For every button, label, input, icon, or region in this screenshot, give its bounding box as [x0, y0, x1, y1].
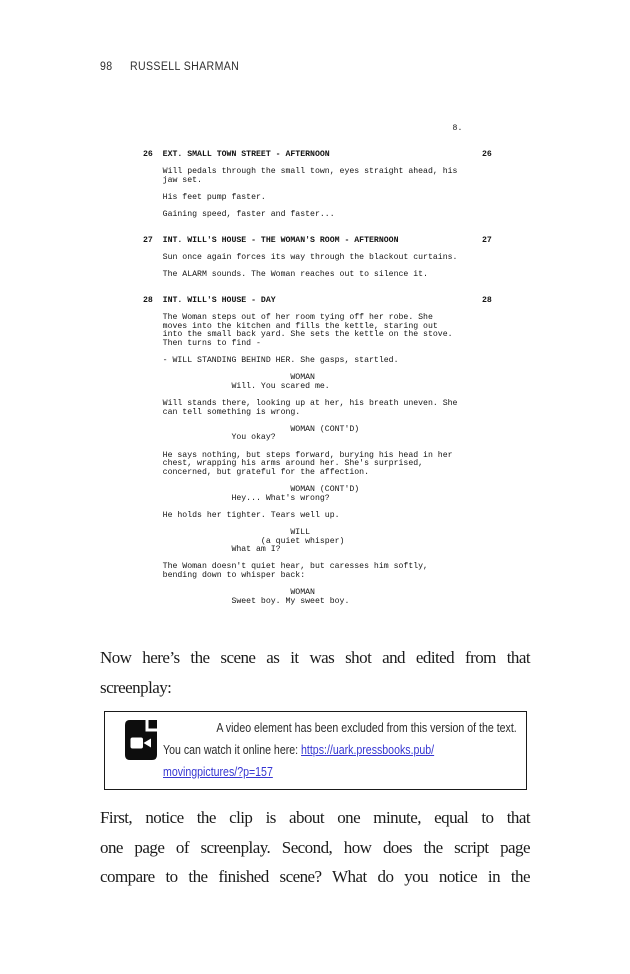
page-number: 98: [100, 61, 113, 73]
paragraph-line: First, notice the clip is about one minute, equal to that: [100, 808, 530, 827]
screenplay-excerpt: 8. 26 EXT. SMALL TOWN STREET - AFTERNOON 26 Will pedals through the small town, eyes straight ahead, his jaw set. His feet pump faster. Gaining speed, faster and faster... 27 INT. WILL'S HOUSE - THE WOMAN'S ROOM - AFTERNOON 27 Sun once again forces its way through the blackout curtains. The ALARM sounds. The Woman reaches out to silence it. 28 INT. WILL'S HOUSE - DAY 28 The Woman steps out of her room tying off her robe. She moves into the kitchen and fills the kettle, staring out into the small back yard. She sets the kettle on the stove. Then turns to find - - WILL STANDING BEHIND HER. She gasps, startled. WOMAN Will. You scared me. Will stands there, looking up at her, his breath uneven. She can tell something is wrong. WOMAN (CONT'D) You okay? He says nothing, but steps forward, burying his head in her chest, wrapping his arms around her. She's surprised, concerned, but grateful for the affection. WOMAN (CONT'D) Hey... What's wrong? He holds her tighter. Tears well up. WILL (a quiet whisper) What am I? The Woman doesn't quiet hear, but caresses him softly, bending down to whisper back: WOMAN Sweet boy. My sweet boy.: [143, 124, 492, 606]
paragraph-line: Now here’s the scene as it was shot and edited from that: [100, 648, 530, 667]
body-paragraph-discussion: [100, 803, 530, 892]
video-link[interactable]: https://uark.pressbooks.pub/: [301, 742, 435, 757]
video-file-icon: [125, 720, 157, 760]
video-notice-text: [163, 717, 517, 783]
notice-line: A video element has been excluded from this version of the text.: [216, 720, 517, 735]
paragraph-line: compare to the finished scene? What do you notice in the: [100, 867, 530, 886]
video-excluded-notice: [104, 711, 527, 790]
author-name: RUSSELL SHARMAN: [129, 61, 240, 73]
paragraph-line: screenplay:: [100, 677, 172, 697]
notice-line: [163, 739, 517, 783]
paragraph-line: one page of screenplay. Second, how does the script page: [100, 837, 530, 857]
running-header: [100, 61, 239, 73]
notice-link-prefix: You can watch it online here:: [163, 742, 302, 757]
body-paragraph-intro: [100, 643, 530, 702]
video-link[interactable]: movingpictures/?p=157: [163, 764, 273, 779]
